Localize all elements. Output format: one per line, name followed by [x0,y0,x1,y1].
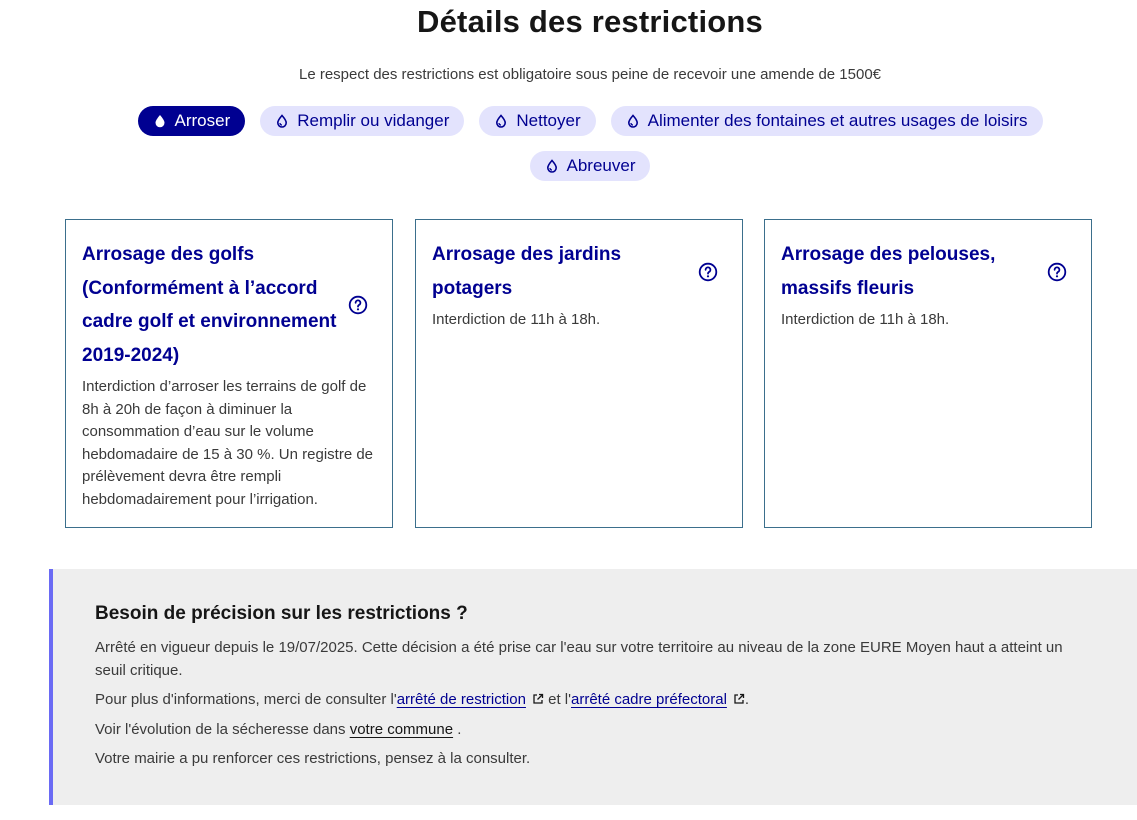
tab-abreuver[interactable] [530,151,651,181]
tab-alimenter-fontaines[interactable] [611,106,1043,136]
info-title: Besoin de précision sur les restrictions ? [95,603,468,624]
tab-arroser[interactable] [138,106,246,136]
question-circle-icon[interactable] [348,295,368,315]
external-link-icon [733,693,745,705]
info-mairie-text: Votre mairie a pu renforcer ces restrictions, pensez à la consulter. [95,750,531,768]
water-drop-icon [275,114,289,128]
fine-notice: Le respect des restrictions est obligatoire sous peine de recevoir une amende de 1500€ [298,66,882,83]
restriction-card-golfs [65,219,393,528]
card-description: Interdiction de 11h à 18h. [432,311,601,328]
restriction-card-jardins-potagers [415,219,743,528]
water-drop-icon [494,114,508,128]
question-circle-icon[interactable] [1047,262,1067,282]
tab-label: Nettoyer [516,111,581,130]
arrete-cadre-link[interactable]: arrêté cadre préfectoral [571,691,745,708]
question-circle-icon[interactable] [698,262,718,282]
votre-commune-link[interactable]: votre commune [349,720,454,738]
tab-remplir-ou-vidanger[interactable] [260,106,464,136]
restriction-tabs [100,106,1080,181]
tab-label: Alimenter des fontaines et autres usages de loisirs [647,111,1028,130]
tab-label: Abreuver [566,156,636,175]
card-description: Interdiction d’arroser les terrains de golf de 8h à 20h de façon à diminuer la consommation d’eau sur le volume hebdomadaire de 15 à 30 %. Un registre de prélèvement devra être rempli hebdomadairement pour l’irrigation. [82,378,374,508]
water-drop-icon [545,159,559,173]
card-title: Arrosage des golfs (Conformément à l’accord cadre golf et environnement 2019-2024) [82,244,337,366]
water-drop-icon [153,114,167,128]
tab-label: Remplir ou vidanger [297,111,450,130]
arrete-restriction-link[interactable]: arrêté de restriction [397,691,544,708]
tab-label: Arroser [174,111,231,130]
info-commune-paragraph: Voir l'évolution de la sécheresse dans votre commune . [95,720,462,738]
external-link-icon [532,693,544,705]
info-decree-text: Arrêté en vigueur depuis le 19/07/2025. Cette décision a été prise car l'eau sur votre territoire au niveau de la zone EURE Moyen haut a atteint un seuil critique. [95,639,1063,679]
page-title: Détails des restrictions [417,4,763,39]
card-description: Interdiction de 11h à 18h. [781,311,950,328]
card-title: Arrosage des pelouses, massifs fleuris [781,244,996,299]
water-drop-icon [626,114,640,128]
restriction-card-pelouses [764,219,1092,528]
tab-nettoyer[interactable] [479,106,595,136]
info-callout [49,569,1137,805]
info-links-paragraph: Pour plus d'informations, merci de consulter l'arrêté de restriction et l'arrêté cadre préfectoral . [95,691,750,709]
card-title: Arrosage des jardins potagers [432,244,622,299]
